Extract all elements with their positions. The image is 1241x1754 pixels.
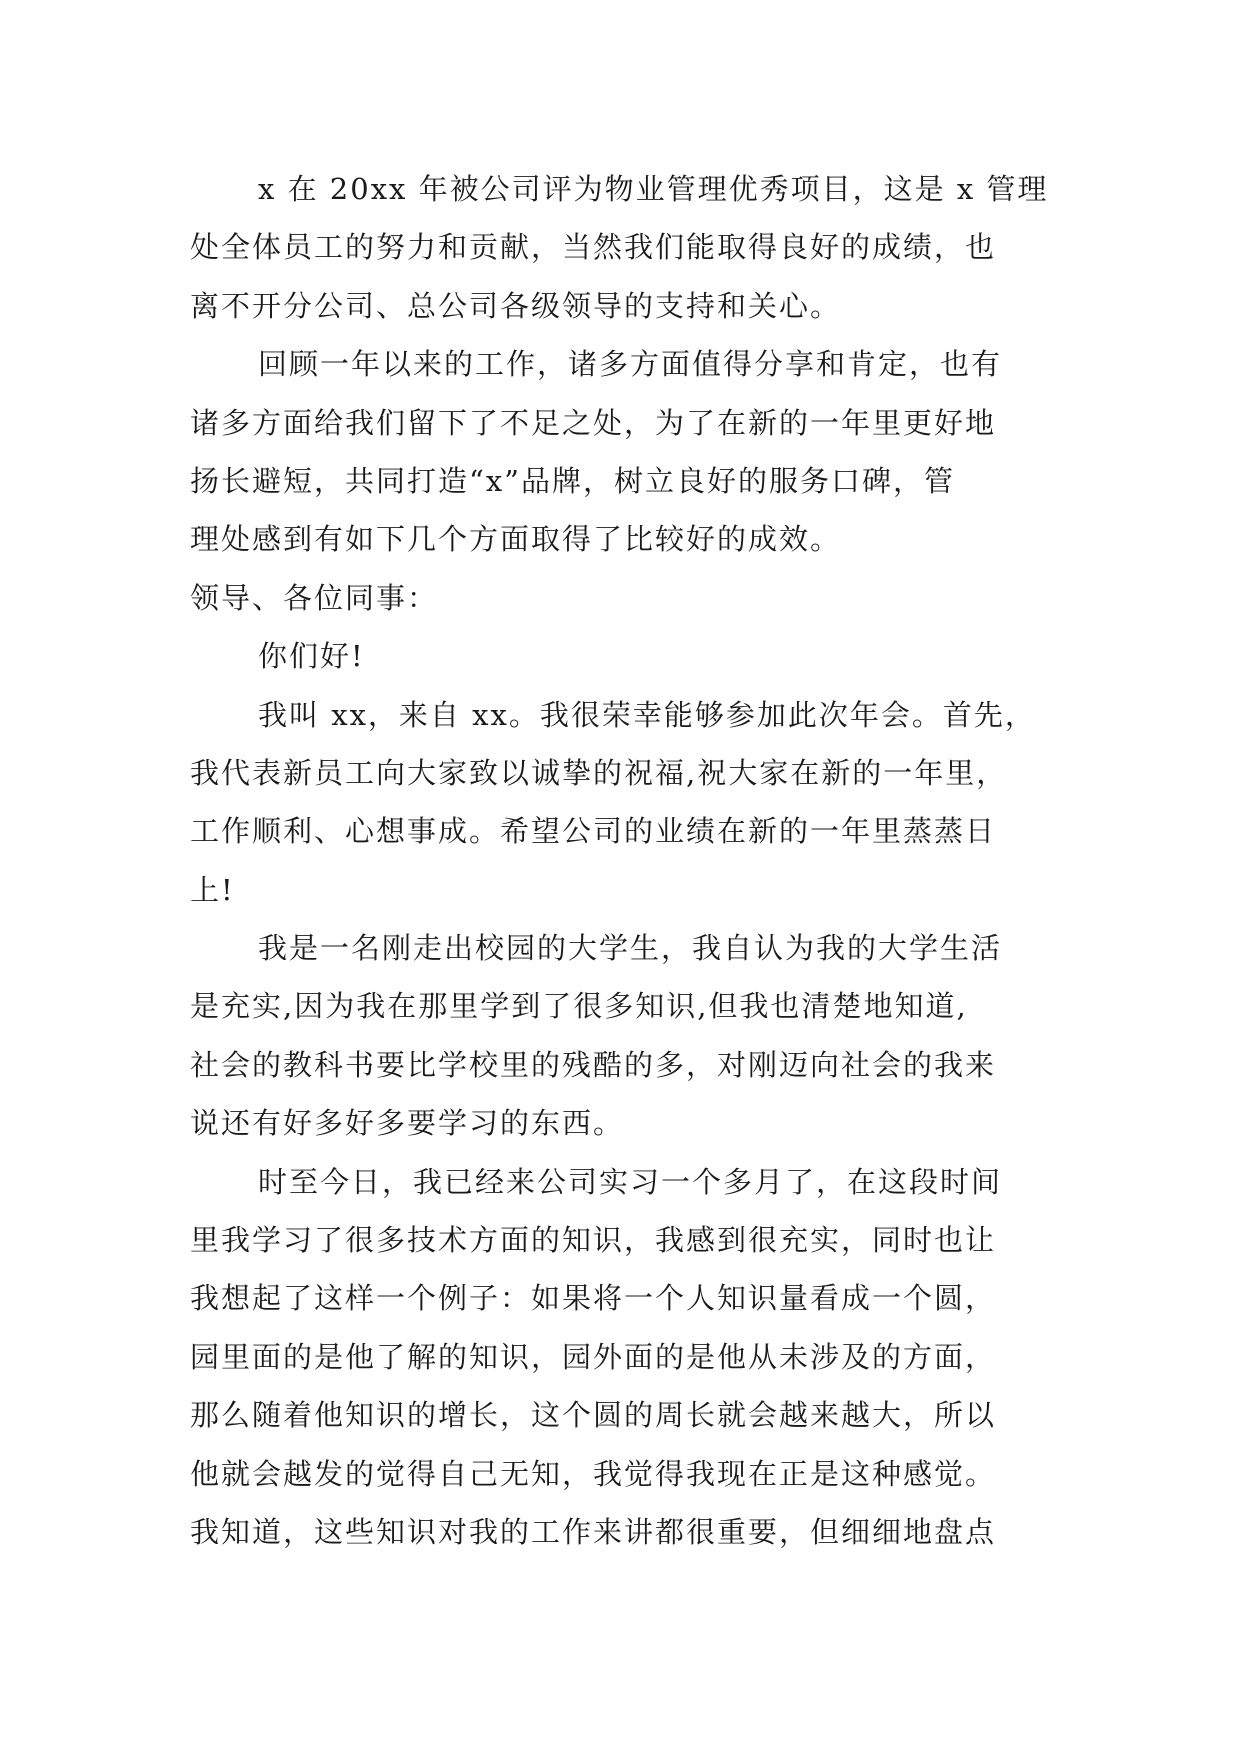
text-line: 处全体员工的努力和贡献，当然我们能取得良好的成绩，也 <box>190 230 997 265</box>
text-line: 上! <box>190 872 235 907</box>
text-line: 园里面的是他了解的知识，园外面的是他从未涉及的方面， <box>190 1339 997 1374</box>
text-line: 扬长避短，共同打造“x”品牌，树立良好的服务口碑，管 <box>190 463 956 498</box>
text-line: 理处感到有如下几个方面取得了比较好的成效。 <box>190 522 842 557</box>
text-line: 我是一名刚走出校园的大学生，我自认为我的大学生活 <box>258 931 1003 966</box>
text-line: 那么随着他知识的增长，这个圆的周长就会越来越大，所以 <box>190 1398 997 1433</box>
text-line: 工作顺利、心想事成。希望公司的业绩在新的一年里蒸蒸日 <box>190 814 997 849</box>
text-line: 回顾一年以来的工作，诸多方面值得分享和肯定，也有 <box>258 347 1003 382</box>
text-line: 社会的教科书要比学校里的残酷的多，对刚迈向社会的我来 <box>190 1047 997 1082</box>
text-line: 时至今日，我已经来公司实习一个多月了，在这段时间 <box>258 1164 1003 1199</box>
text-line: 我想起了这样一个例子：如果将一个人知识量看成一个圆， <box>190 1281 997 1316</box>
text-line: 说还有好多好多要学习的东西。 <box>190 1106 625 1141</box>
salutation-line: 领导、各位同事： <box>190 580 439 615</box>
greeting-line: 你们好! <box>258 639 365 674</box>
text-line: 他就会越发的觉得自己无知，我觉得我现在正是这种感觉。 <box>190 1456 997 1491</box>
text-line: 我知道，这些知识对我的工作来讲都很重要，但细细地盘点 <box>190 1514 997 1549</box>
text-line: 离不开分公司、总公司各级领导的支持和关心。 <box>190 288 842 323</box>
document-body <box>190 160 1070 1561</box>
text-line: 我代表新员工向大家致以诚挚的祝福,祝大家在新的一年里， <box>190 755 1008 790</box>
text-line: 我叫 xx，来自 xx。我很荣幸能够参加此次年会。首先， <box>258 697 1036 732</box>
text-line: 诸多方面给我们留下了不足之处，为了在新的一年里更好地 <box>190 405 997 440</box>
text-line: 是充实,因为我在那里学到了很多知识,但我也清楚地知道, <box>190 989 968 1024</box>
text-line: x 在 20xx 年被公司评为物业管理优秀项目，这是 x 管理 <box>258 172 1049 206</box>
text-line: 里我学习了很多技术方面的知识，我感到很充实，同时也让 <box>190 1223 997 1258</box>
